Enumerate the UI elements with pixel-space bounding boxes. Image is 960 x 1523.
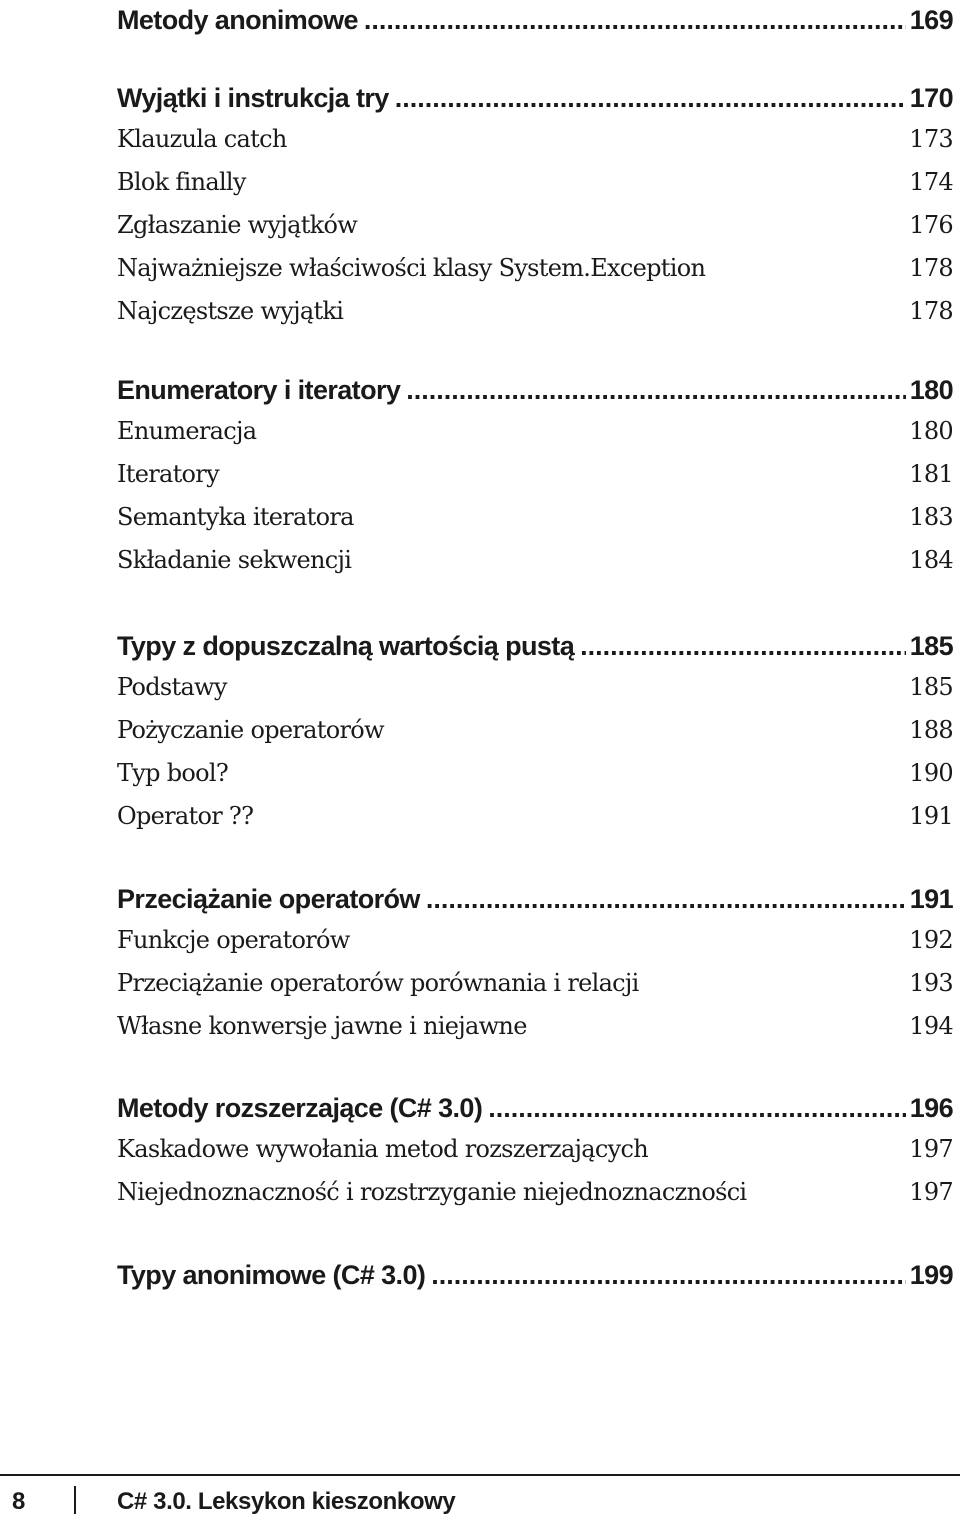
section-page-number: 170	[909, 83, 953, 113]
entry-page-number: 197	[909, 1178, 953, 1206]
toc-entry[interactable]	[117, 795, 953, 838]
section-page-number: 196	[909, 1093, 953, 1123]
entry-label: Zgłaszanie wyjątków	[117, 211, 358, 239]
toc-entry[interactable]	[117, 539, 953, 582]
toc-section-heading[interactable]	[117, 370, 953, 410]
toc-section	[117, 1255, 953, 1295]
toc-section-heading[interactable]	[117, 879, 953, 919]
entry-page-number: 180	[909, 417, 953, 445]
page-footer	[0, 1474, 960, 1523]
toc-section	[117, 1088, 953, 1214]
toc-entry[interactable]	[117, 666, 953, 709]
toc-section-heading[interactable]	[117, 1255, 953, 1295]
entry-label: Kaskadowe wywołania metod rozszerzających	[117, 1135, 648, 1163]
toc-section-heading[interactable]	[117, 1088, 953, 1128]
toc-entry[interactable]	[117, 290, 953, 333]
entry-label: Iteratory	[117, 460, 219, 488]
entry-label: Własne konwersje jawne i niejawne	[117, 1012, 527, 1040]
entry-page-number: 178	[909, 297, 953, 325]
section-title: Metody anonimowe	[117, 5, 358, 35]
entry-page-number: 178	[909, 254, 953, 282]
entry-label: Operator ??	[117, 802, 254, 830]
entry-label: Typ bool?	[117, 759, 229, 787]
dot-leader	[580, 626, 906, 666]
dot-leader	[364, 0, 906, 40]
entry-page-number: 185	[909, 673, 953, 701]
entry-page-number: 174	[909, 168, 953, 196]
toc-section	[117, 0, 953, 40]
entry-label: Najważniejsze właściwości klasy System.Exception	[117, 254, 706, 282]
toc-entry[interactable]	[117, 709, 953, 752]
toc-entry[interactable]	[117, 962, 953, 1005]
entry-page-number: 173	[909, 125, 953, 153]
toc-entry[interactable]	[117, 1005, 953, 1048]
section-page-number: 180	[909, 375, 953, 405]
entry-page-number: 188	[909, 716, 953, 744]
entry-page-number: 184	[909, 546, 953, 574]
entry-label: Niejednoznaczność i rozstrzyganie niejednoznaczności	[117, 1178, 747, 1206]
entry-label: Podstawy	[117, 673, 227, 701]
entry-page-number: 190	[909, 759, 953, 787]
section-page-number: 185	[909, 631, 953, 661]
entry-page-number: 176	[909, 211, 953, 239]
dot-leader	[426, 879, 906, 919]
entry-label: Semantyka iteratora	[117, 503, 354, 531]
entry-page-number: 194	[909, 1012, 953, 1040]
entry-label: Składanie sekwencji	[117, 546, 352, 574]
page-number: 8	[12, 1488, 25, 1515]
toc-section-heading[interactable]	[117, 0, 953, 40]
toc-entry[interactable]	[117, 1128, 953, 1171]
entry-page-number: 192	[909, 926, 953, 954]
section-page-number: 169	[909, 5, 953, 35]
section-page-number: 199	[909, 1260, 953, 1290]
section-title: Wyjątki i instrukcja try	[117, 83, 389, 113]
toc-entry[interactable]	[117, 410, 953, 453]
entry-page-number: 183	[909, 503, 953, 531]
book-title: C# 3.0. Leksykon kieszonkowy	[117, 1488, 456, 1515]
toc-entry[interactable]	[117, 204, 953, 247]
dot-leader	[488, 1088, 906, 1128]
toc-section	[117, 78, 953, 333]
toc-section	[117, 370, 953, 582]
toc-entry[interactable]	[117, 1171, 953, 1214]
toc-entry[interactable]	[117, 919, 953, 962]
entry-page-number: 193	[909, 969, 953, 997]
entry-label: Pożyczanie operatorów	[117, 716, 384, 744]
toc-entry[interactable]	[117, 496, 953, 539]
entry-label: Najczęstsze wyjątki	[117, 297, 344, 325]
section-title: Przeciążanie operatorów	[117, 884, 420, 914]
toc-section-heading[interactable]	[117, 78, 953, 118]
entry-label: Przeciążanie operatorów porównania i relacji	[117, 969, 639, 997]
entry-label: Blok finally	[117, 168, 246, 196]
section-title: Metody rozszerzające (C# 3.0)	[117, 1093, 483, 1123]
toc-section	[117, 879, 953, 1048]
dot-leader	[395, 78, 906, 118]
dot-leader	[431, 1255, 905, 1295]
toc-entry[interactable]	[117, 247, 953, 290]
entry-page-number: 191	[909, 802, 953, 830]
toc-section	[117, 626, 953, 838]
toc-entry[interactable]	[117, 161, 953, 204]
section-title: Enumeratory i iteratory	[117, 375, 401, 405]
toc-entry[interactable]	[117, 453, 953, 496]
entry-page-number: 181	[909, 460, 953, 488]
section-title: Typy z dopuszczalną wartością pustą	[117, 631, 575, 661]
section-page-number: 191	[909, 884, 953, 914]
entry-page-number: 197	[909, 1135, 953, 1163]
section-title: Typy anonimowe (C# 3.0)	[117, 1260, 426, 1290]
footer-divider	[74, 1486, 76, 1514]
toc-section-heading[interactable]	[117, 626, 953, 666]
toc-entry[interactable]	[117, 752, 953, 795]
entry-label: Enumeracja	[117, 417, 257, 445]
entry-label: Funkcje operatorów	[117, 926, 350, 954]
dot-leader	[406, 370, 905, 410]
entry-label: Klauzula catch	[117, 125, 287, 153]
toc-entry[interactable]	[117, 118, 953, 161]
